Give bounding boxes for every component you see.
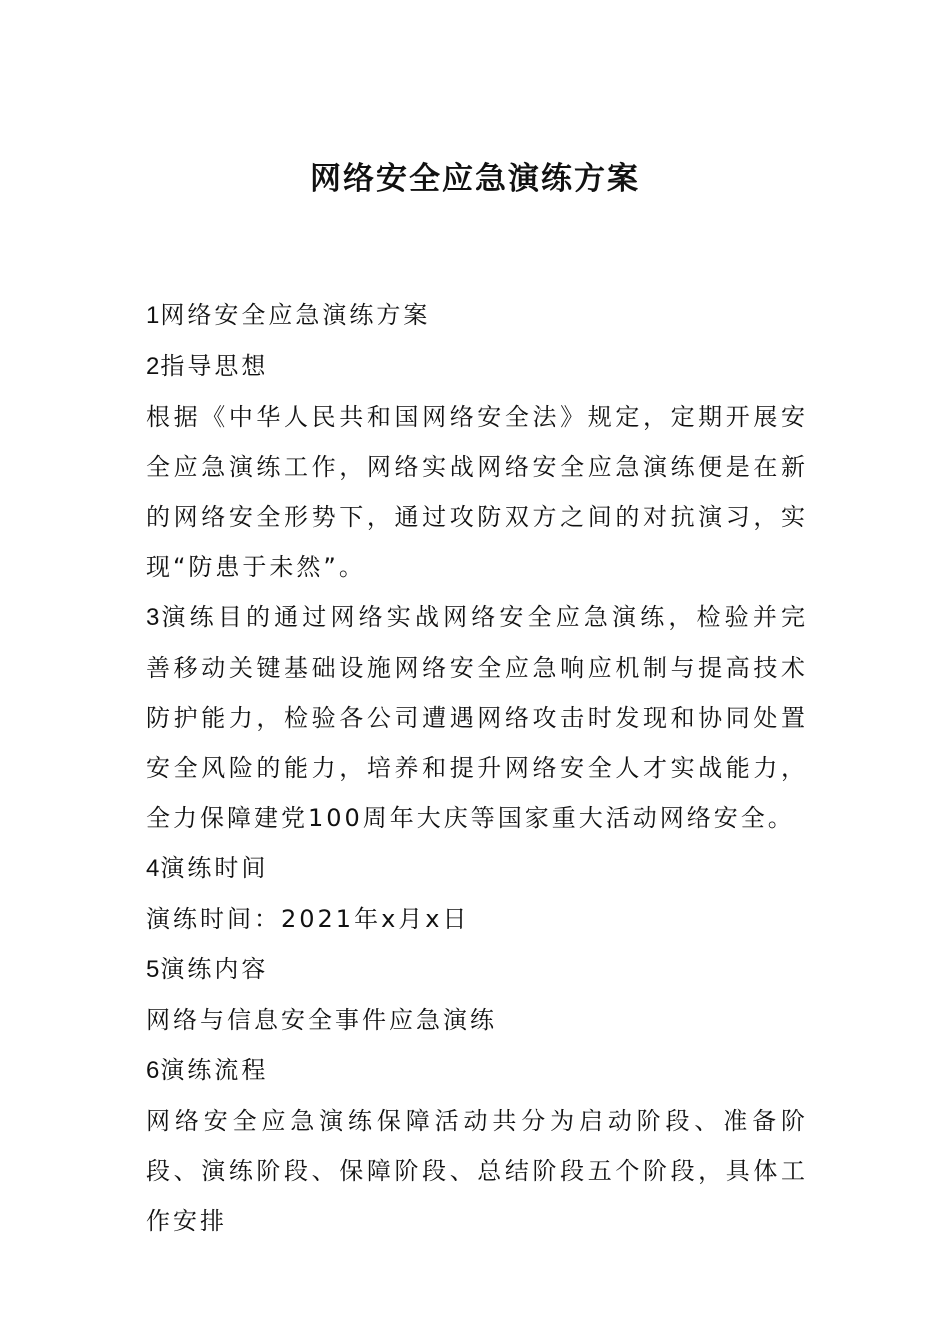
body-paragraph-drill-process: 网络安全应急演练保障活动共分为启动阶段、准备阶段、演练阶段、保障阶段、总结阶段五个阶段，具体工作安排	[146, 1107, 808, 1235]
section-number: 1	[146, 302, 160, 329]
section-heading-1	[146, 290, 808, 341]
section-heading-text: 演练流程	[160, 1056, 269, 1084]
section-heading-text: 演练时间	[160, 854, 269, 882]
section-heading-text: 网络安全应急演练方案	[160, 301, 431, 329]
body-paragraph-drill-time: 演练时间：2021年x月x日	[146, 905, 470, 933]
section-number: 4	[146, 855, 160, 882]
section-heading-3	[146, 592, 808, 843]
section-number: 5	[146, 956, 160, 983]
document-title: 网络安全应急演练方案	[310, 161, 640, 197]
body-paragraph-guiding-thought: 根据《中华人民共和国网络安全法》规定，定期开展安全应急演练工作，网络实战网络安全应急演练便是在新的网络安全形势下，通过攻防双方之间的对抗演习，实现“防患于未然”。	[146, 403, 808, 581]
section-heading-text: 演练内容	[160, 955, 269, 983]
section-heading-2	[146, 341, 808, 392]
section-heading-4	[146, 843, 808, 894]
section-body-text: 演练目的通过网络实战网络安全应急演练，检验并完善移动关键基础设施网络安全应急响应机制与提高技术防护能力，检验各公司遭遇网络攻击时发现和协同处置安全风险的能力，培养和提升网络安全人才实战能力，全力保障建党100周年大庆等国家重大活动网络安全。	[146, 603, 808, 832]
section-number: 6	[146, 1057, 160, 1084]
section-heading-text: 指导思想	[160, 352, 269, 380]
body-paragraph-drill-content: 网络与信息安全事件应急演练	[146, 1006, 497, 1034]
section-number: 3	[146, 604, 160, 631]
document-body	[146, 290, 808, 1246]
section-number: 2	[146, 353, 160, 380]
section-heading-6	[146, 1045, 808, 1096]
section-heading-5	[146, 944, 808, 995]
